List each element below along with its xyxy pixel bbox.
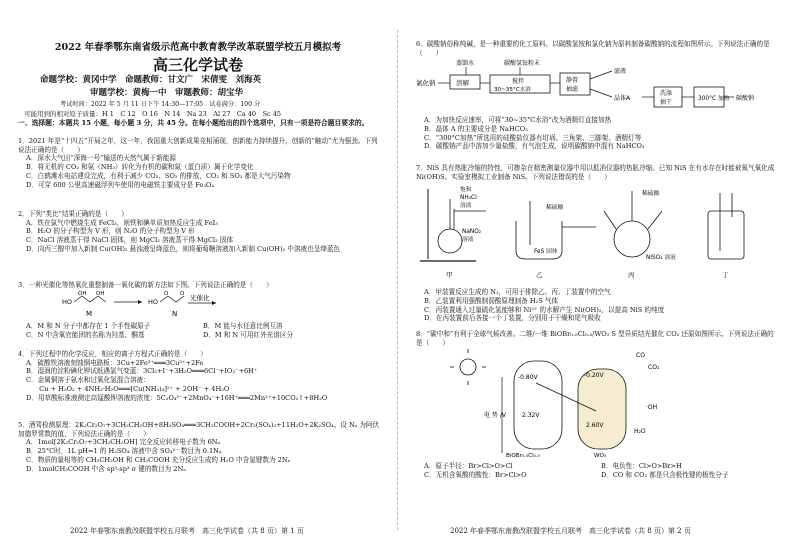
option-a: A．甲装置反应生成的 N₂，可用于排除乙、丙、丁装置中的空气 xyxy=(424,288,611,297)
flow-box-4-line-1: 洗涤 xyxy=(660,90,673,98)
flow-out-1: 滤液 xyxy=(614,68,627,76)
option-d: D．1molCH₃COOH 中含 sp³-sp³ σ 键的数目为 2Nₐ xyxy=(26,464,186,473)
option-b: B．H₂O 的分子构型为 V 形，则 N₂O 的分子构型为 V 形 xyxy=(26,227,195,236)
option-d: D．在丙装置前后各接一个丁装置，分别用于干燥和尾气吸收 xyxy=(424,314,601,323)
option-a: A．为加快反应速率，可将“30~35°C水浴”改为酒精灯直接加热 xyxy=(424,116,612,125)
question-8 xyxy=(416,330,778,480)
exam-title: 2022 年春季鄂东南省级示范高中教育教学改革联盟学校五月模拟考 xyxy=(54,42,342,53)
option-c: C．金属铜溶于氨水和过氧化氢混合溶液： xyxy=(26,376,150,385)
options-row-2 xyxy=(416,471,778,480)
label-b2: FeS 固体 xyxy=(534,249,558,256)
label-yi: 乙 xyxy=(536,271,543,280)
flow-top-1: 蒸馏水 xyxy=(456,60,475,68)
flow-diagram xyxy=(416,57,776,113)
option-b: B．M 能与水任意比例互溶 xyxy=(203,322,283,331)
footer-left: 2022 年春鄂东南教改联盟学校五月联考 高三化学试卷（共 8 页）第 1 页 xyxy=(70,526,304,535)
label-c1: 稀硫酸 xyxy=(642,191,660,198)
option-d: D．碳酸钠产品中溶加少量盐酸，有气泡生成，说明碳酸钠中混有 NaHCO₃ xyxy=(424,142,645,151)
option-c: C．物质的量相等的 CH₃CH₂OH 和 CH₃COOH 充分反应生成的 H₂O 中含氢键数为 2Nₐ xyxy=(26,455,291,464)
svg-text:HO: HO xyxy=(148,297,159,306)
option-a: A．铁在氯气中燃烧生成 FeCl₃，则铁和碘单质加热反应生成 FeI₃ xyxy=(26,218,218,227)
option-b: B．晶体 A 的主要成分是 NaHCO₃ xyxy=(424,124,528,133)
co2-label: CO₂ xyxy=(648,364,660,372)
option-c: C．NaCl 溶液蒸干得 NaCl 固体，则 MgCl₂ 溶液蒸干得 MgCl₂ 固体 xyxy=(26,236,234,245)
option-c: C．白鹤滩水电站建设完成，有利于减少 CO₂、SO₂ 的排放，CO₂ 和 SO₂ 都是大气污染物 xyxy=(26,171,291,180)
svg-text:O: O xyxy=(164,290,169,297)
question-1 xyxy=(18,137,380,189)
label-jia: 甲 xyxy=(446,271,453,280)
flow-end: 碳酸钠 xyxy=(736,95,755,103)
question-stem: 2．下列“类比”结果正确的是（ ） xyxy=(18,210,128,218)
option-a: A．M 和 N 分子中都存在 1 个手性碳原子 xyxy=(26,322,151,331)
question-2 xyxy=(18,210,380,254)
label-ding: 丁 xyxy=(722,271,729,280)
flow-box-1: 溶解 xyxy=(456,79,469,88)
svg-text:OH: OH xyxy=(78,290,87,297)
svg-text:OH: OH xyxy=(96,290,105,297)
options-row-1 xyxy=(416,462,778,471)
flow-top-2: 碳酸氢铵粉末 xyxy=(504,60,541,68)
potential-value-3: 2.32V xyxy=(522,412,540,420)
label-a3: 溶液 xyxy=(460,203,472,210)
page-divider xyxy=(397,30,398,530)
catalyst-label: 光催化 xyxy=(190,293,210,302)
label-a1: 饱和 xyxy=(460,187,472,194)
flow-out-2: 晶体A xyxy=(614,95,631,103)
options-row-2 xyxy=(18,331,380,340)
potential-value-2: -0.20V xyxy=(584,372,604,380)
question-stem: 6．碳酸钠俗称纯碱，是一种重要的化工原料。以碳酸氢铵和氯化钠为原料制备碳酸钠的流程如图所示。下列说法正确的是（ ） xyxy=(416,40,770,57)
catalyst-1-label: BiOBr₀.₅Cl₀.₅ xyxy=(506,453,540,460)
label-a2: NH₄Cl xyxy=(460,195,477,202)
svg-text:O: O xyxy=(180,290,185,297)
question-stem: 1．2021 年是“十四五”开局之年，这一年，我国重大创新成果竞相涌现，创新能力持续提升，创新的“触动”尤为强劲。下列说法正确的是（ ） xyxy=(18,137,378,154)
sun-icon xyxy=(460,359,476,375)
svg-text:HO: HO xyxy=(62,297,73,306)
label-b1: 稀硫酸 xyxy=(546,205,564,212)
reaction-scheme xyxy=(58,290,258,320)
option-c: C．无机含氧酸的酸性：Br>Cl>O xyxy=(424,470,527,479)
flow-box-3-line-2: 抽滤 xyxy=(566,86,579,94)
question-5 xyxy=(18,421,380,473)
question-7 xyxy=(416,164,778,323)
question-stem: 5．酒驾检测原理：2K₂Cr₂O₇+3CH₃CH₂OH+8H₂SO₄═══3CH₃COOH+2Cr₂(SO₄)₃+11H₂O+2K₂SO₄。设 Nₐ 为阿伏加德罗常数的值，下列说法正确的是（ ） xyxy=(18,421,380,438)
co-label: CO xyxy=(636,352,645,360)
options-row-1 xyxy=(18,322,380,331)
reactant-label: M xyxy=(86,309,93,318)
option-c: C．“300°C加热”所选用的硅酸盐仪器有坩埚、三角架、三脚架、酒精灯等 xyxy=(424,133,642,142)
question-4 xyxy=(18,350,380,402)
label-bing: 丙 xyxy=(628,271,635,280)
product-label: N xyxy=(172,309,178,318)
potential-label: 电 势 /V xyxy=(484,412,506,420)
apparatus-diagram xyxy=(416,181,776,285)
option-d: D．CO 和 CO₂ 都是只含极性键的极性分子 xyxy=(601,470,729,479)
question-stem: 8．“碳中和”有利于全球气候改善。二维/一维 BiOBr₀.₅Cl₀.₅/WO₃ S 型异质结光催化 CO₂ 还原如图所示。下列说法正确的是（ ） xyxy=(416,330,774,347)
question-3 xyxy=(18,281,380,340)
label-c2: NiSO₄ 溶液 xyxy=(646,255,676,262)
option-b: B．将无机的 CO₂ 和氨（NH₃）转化为有机的碳和氮（蛋白质）属于化学变化 xyxy=(26,163,254,172)
flow-box-4-line-2: 抽干 xyxy=(660,99,673,107)
question-stem: 7．NiS 具有热胀冷缩的特性，可掺杂在精密测量仪器中用以抵消仪器的热胀冷缩。已知 NiS 在有水存在时能被氧气氧化成 Ni(OH)S。实验室模拟工业制备 NiS。下列说法错误的是（ ） xyxy=(416,164,775,181)
subject-title: 高三化学试卷 xyxy=(152,56,243,74)
option-b: B．25°C时，1L pH=1 的 H₂SO₄ 溶液中含 SO₄²⁻ 数目为 0.1Nₐ xyxy=(26,447,222,456)
oh-label: ·OH xyxy=(646,404,658,412)
option-d: D．可穿 600 公里高速磁浮列车使用的电磁铁主要成分是 Fe₃O₄ xyxy=(26,180,215,189)
flow-box-2-line-2: 30~35°C水浴 xyxy=(494,87,531,94)
question-6 xyxy=(416,40,778,151)
option-b: B．电负性：Cl>O>Br>H xyxy=(601,462,682,471)
label-a4: NaNO₂ xyxy=(462,229,482,236)
photocatalysis-diagram xyxy=(436,347,736,459)
catalyst-2-label: WO₃ xyxy=(594,453,607,460)
staff-line-1: 命题学校：黄冈中学 命题教师：甘文广 宋倩雯 刘海英 xyxy=(40,75,262,85)
option-d: D．M 和 N 可用红外光谱区分 xyxy=(203,331,294,340)
question-stem: 4．下列过程中的化学反应，相应的离子方程式正确的是（ ） xyxy=(18,350,207,358)
footer-right: 2022 年春季鄂东南教改联盟学校五月联考 高三化学试卷（共 8 页）第 2 页 xyxy=(450,526,691,535)
staff-line-2: 审题学校：黄梅一中 审题教师：胡宝华 xyxy=(90,88,244,98)
flow-box-3-line-1: 静置 xyxy=(566,77,579,85)
option-b: B．湿润的淀粉碘化钾试纸遇氯气变蓝：3Cl₂+I⁻+3H₂O═══6Cl⁻+IO₃⁻+6H⁺ xyxy=(26,367,258,376)
option-b: B．乙装置利用强酸制弱酸原理制备 H₂S 气体 xyxy=(424,296,559,305)
option-a: A．原子半径：Br>Cl>O>Cl xyxy=(424,462,513,471)
potential-value-1: -0.80V xyxy=(518,374,538,382)
option-c-equation: Cu + H₂O₂ + 4NH₃·H₂O═══[Cu(NH₃)₄]²⁺ + 2OH⁻ + 4H₂O xyxy=(26,384,230,393)
option-c: C．丙装置通入过量硫化氢能够和 Ni²⁺ 的水解产生 Ni(OH)₂，以提高 NiS 的纯度 xyxy=(424,305,665,314)
flow-start: 氯化钠 xyxy=(416,79,436,88)
option-a: A．1mol[2K₂Cr₂O₇+3CH₃CH₂OH] 完全反应转移电子数为 6Nₐ xyxy=(26,438,221,447)
option-c: C．N 中含氧官能团的名称为羟基、酮基 xyxy=(26,331,145,340)
potential-value-4: 2.60V xyxy=(586,422,604,430)
flow-box-5: 300°C 加热 xyxy=(698,96,730,103)
option-a: A．深水大气田“深海一号”输送的天然气属于新能源 xyxy=(26,154,176,163)
option-d: D．用草酸标准液测定高锰酸钾溶液的浓度：5C₂O₄²⁻+2MnO₄⁻+16H⁺═══2Mn²⁺+10CO₂↑+8H₂O xyxy=(26,393,328,402)
atomic-masses: 可能用到的相对原子质量：H 1 C 12 O 16 N 14 Na 23 Al 27 Ca 40 Sc 45 xyxy=(24,110,281,118)
label-a5: 溶液 xyxy=(462,237,474,244)
option-d: D．向丙三醇中加入新制 Cu(OH)₂ 悬浊液呈绛蓝色，则将葡萄糖溶液加入新制 Cu(OH)₂ 中溶液也呈绛蓝色 xyxy=(26,244,341,253)
option-a: A．硫酸铁溶液刻蚀铜电路板：3Cu+2Fe³⁺═══3Cu²⁺+2Fe xyxy=(26,358,204,367)
section-title: 一、选择题：本题共 15 小题，每小题 3 分，共 45 分。在每小题给出的四个选项中，只有一项是符合题目要求的。 xyxy=(18,119,369,127)
question-stem: 3．一种光催化等热氧化重整制备一氧化碳的新方法如下图。下列说法正确的是（ ） xyxy=(18,281,273,289)
exam-info: 考试时间：2022 年 5 月 11 日下午 14:30—17:05 试卷满分：100 分 xyxy=(60,101,261,108)
h2o-label: H₂O xyxy=(634,428,646,436)
flow-box-2-line-1: 搅拌 xyxy=(512,78,525,86)
